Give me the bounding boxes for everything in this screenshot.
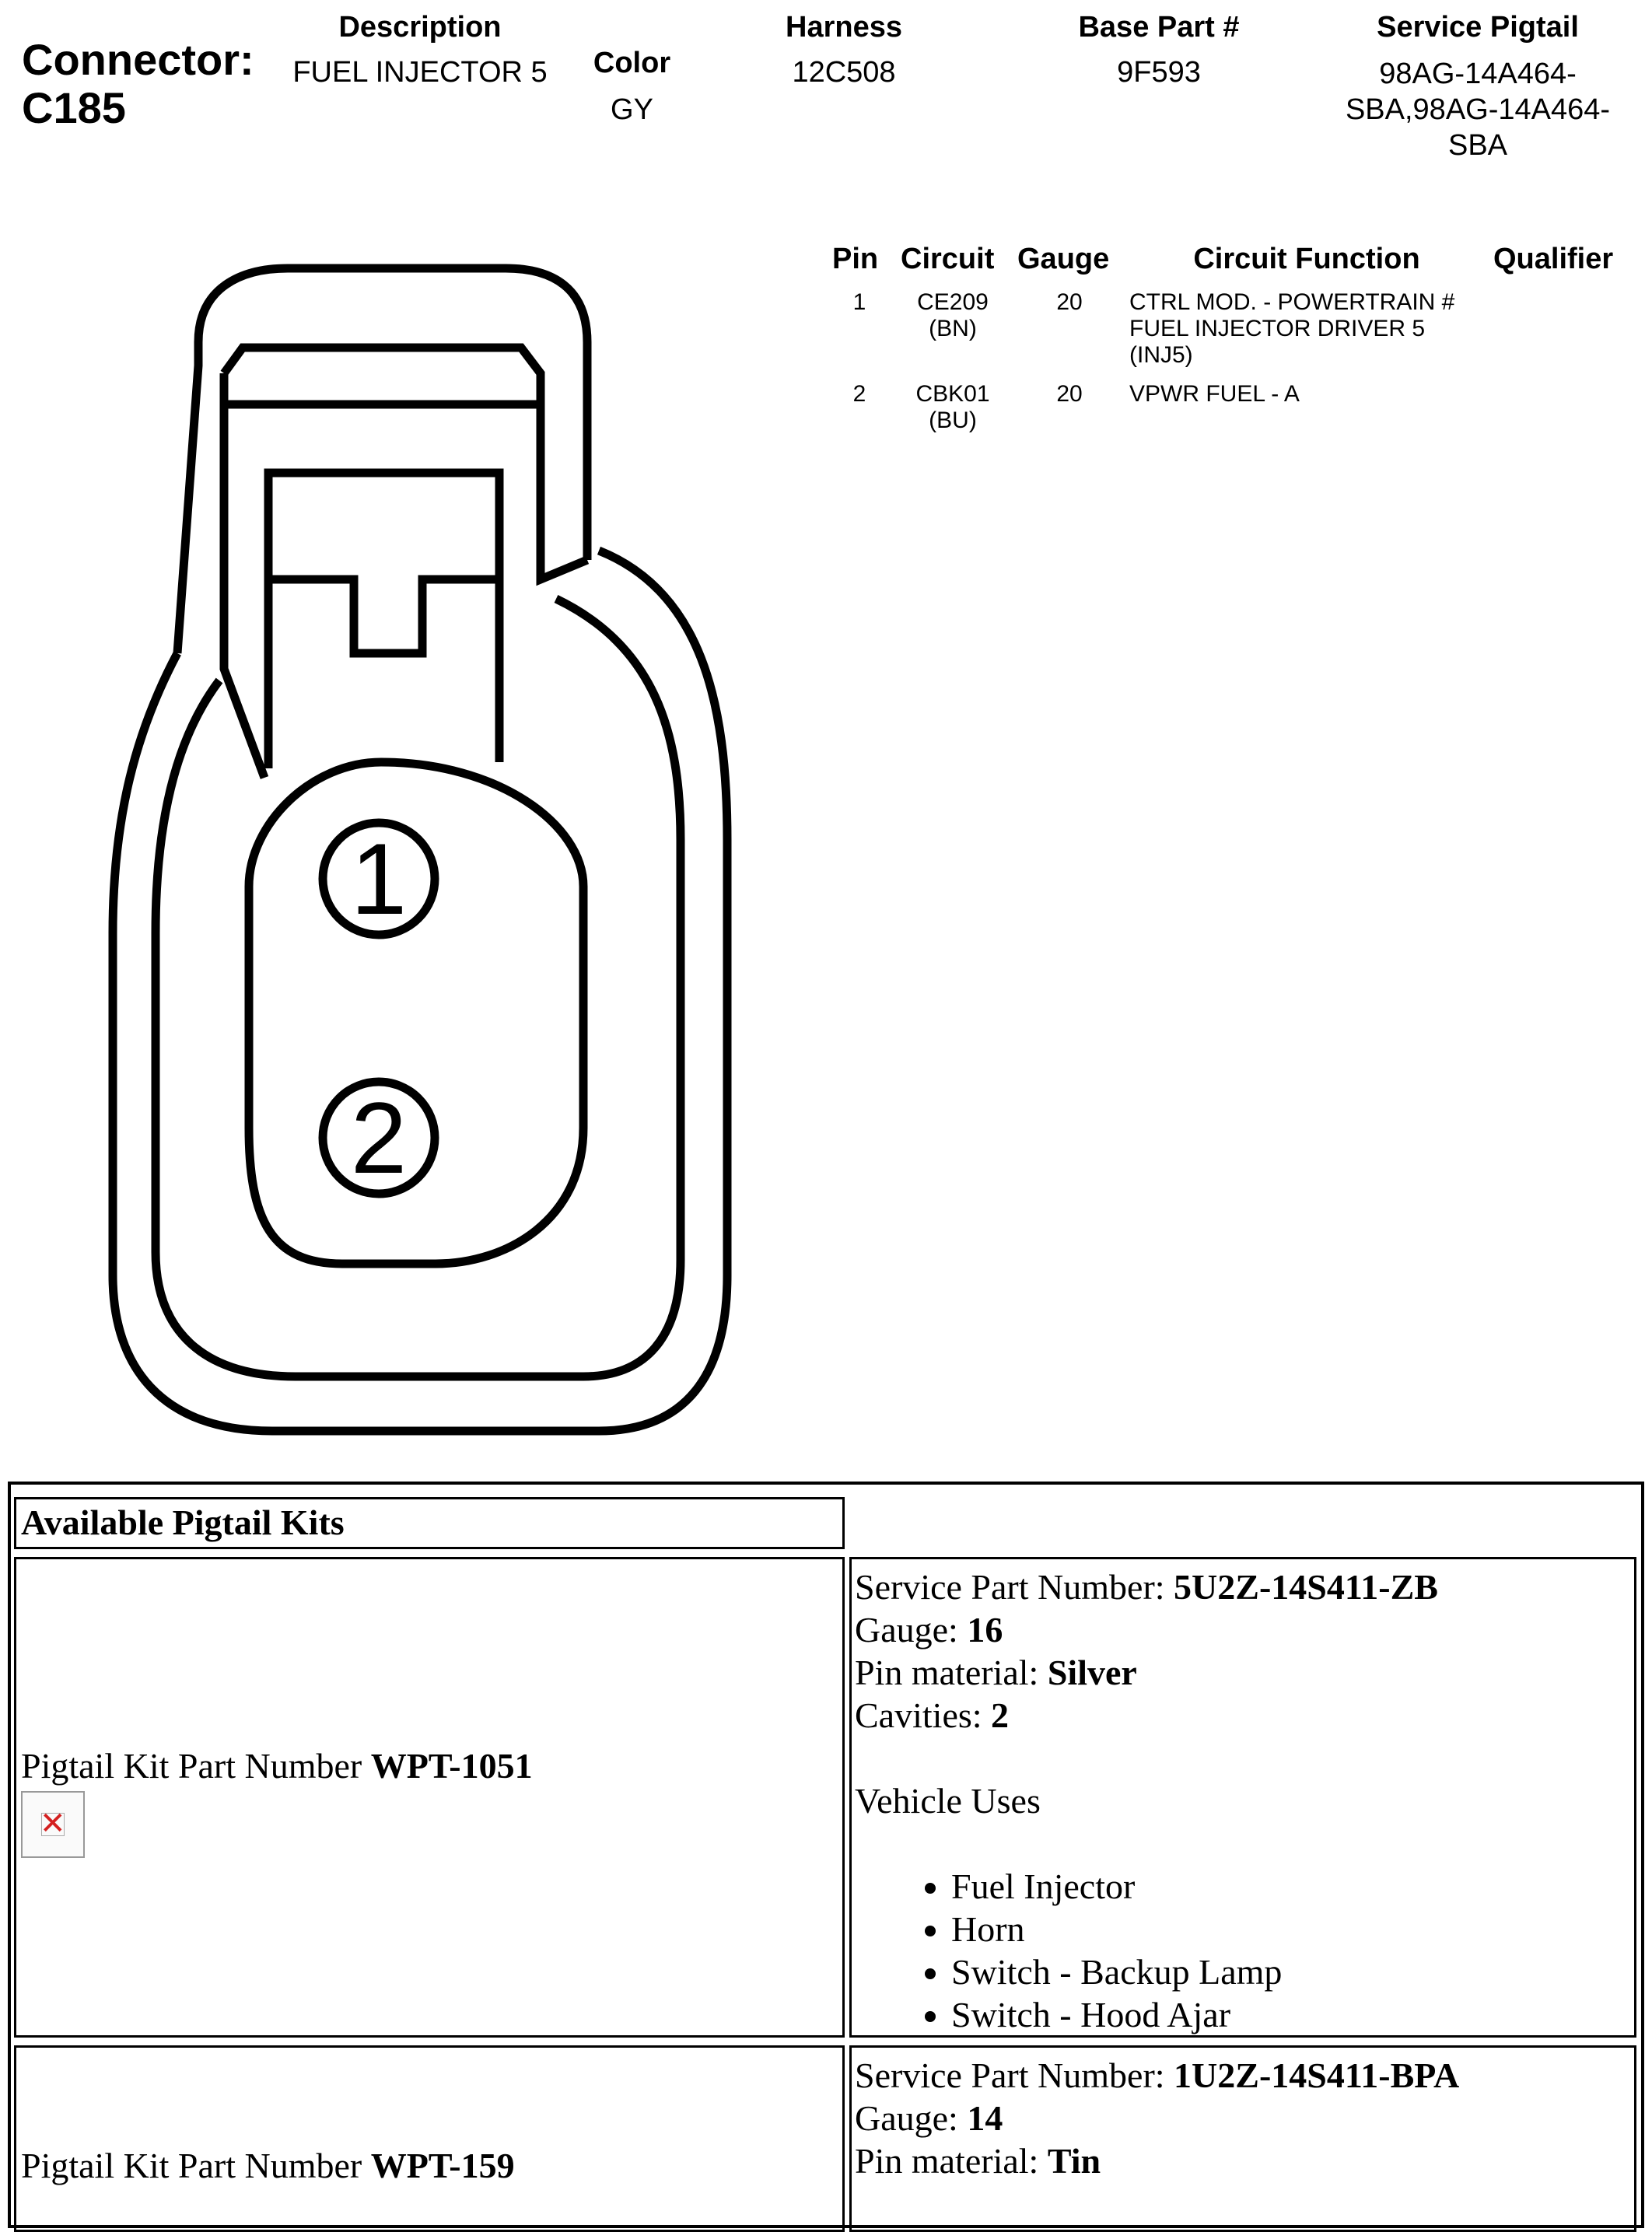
kit-1-part-cell [14,1557,845,2038]
gauge-header: Gauge [1017,243,1110,275]
base-part-header: Base Part # [1078,11,1240,44]
lock-tab [224,348,587,579]
harness-header: Harness [786,11,902,44]
kit-2-gauge: Gauge: 14 [855,2098,1003,2138]
gauge-cell: 20 [1056,381,1083,407]
kit-2-pin-material: Pin material: Tin [855,2141,1101,2181]
circuit-function-cell: CTRL MOD. - POWERTRAIN # FUEL INJECTOR DRIVER 5 (INJ5) [1129,289,1455,368]
kit-1-vehicle-uses-label: Vehicle Uses [855,1781,1041,1821]
pin-2-label: 2 [350,1081,408,1195]
pin-cell: 2 [852,381,866,407]
circuit-function-header: Circuit Function [1193,243,1420,275]
pin-1-label: 1 [350,822,408,936]
list-item: • Switch - Hood Ajar [951,1993,1634,2036]
qualifier-header: Qualifier [1493,243,1614,275]
description-value: FUEL INJECTOR 5 [292,56,548,89]
pigtail-title: Available Pigtail Kits [21,1503,345,1542]
kit-1-pin-material: Pin material: Silver [855,1653,1137,1692]
kit-1-gauge: Gauge: 16 [855,1610,1003,1650]
kit-1-service-part: Service Part Number: 5U2Z-14S411-ZB [855,1567,1438,1607]
base-part-value: 9F593 [1117,56,1201,89]
connector-face-diagram [0,0,778,1462]
kit-2-part-cell [14,2045,845,2232]
connector-label: Connector: [22,35,254,84]
connector-id: C185 [22,83,126,132]
kit-2-service-part: Service Part Number: 1U2Z-14S411-BPA [855,2055,1460,2095]
pin-header: Pin [832,243,879,275]
circuit-header: Circuit [901,243,995,275]
circuit-cell: CBK01 (BU) [915,381,990,433]
lock-tab-side [224,373,264,778]
list-item: • Horn [951,1908,1634,1950]
color-value: GY [611,93,653,126]
pigtail-title-cell [14,1497,845,1549]
list-item: • Switch - Backup Lamp [951,1950,1634,1993]
circuit-function-cell: VPWR FUEL - A [1129,381,1300,407]
key-slot [268,579,499,653]
latch-outline [177,268,587,653]
circuit-cell: CE209 (BN) [917,289,989,341]
service-pigtail-header: Service Pigtail [1377,11,1579,44]
description-header: Description [338,11,502,44]
broken-image-icon: ✕ [21,1791,85,1858]
kit-2-part-number: Pigtail Kit Part Number WPT-159 [21,2146,515,2185]
harness-value: 12C508 [792,56,896,89]
kit-1-part-number: Pigtail Kit Part Number WPT-1051 [21,1746,533,1786]
kit-1-cavities: Cavities: 2 [855,1695,1010,1735]
pin-cell: 1 [852,289,866,315]
key-window [268,473,499,768]
list-item: • Fuel Injector [951,1865,1634,1908]
kit-1-details-cell [849,1557,1636,2038]
color-header: Color [593,47,671,79]
gauge-cell: 20 [1056,289,1083,315]
outer-boot [113,551,727,1431]
service-pigtail-value: 98AG-14A464- SBA,98AG-14A464- SBA [1345,58,1611,162]
kit-1-vehicle-uses-list [855,1865,1634,2036]
kit-2-details-cell [849,2045,1636,2232]
